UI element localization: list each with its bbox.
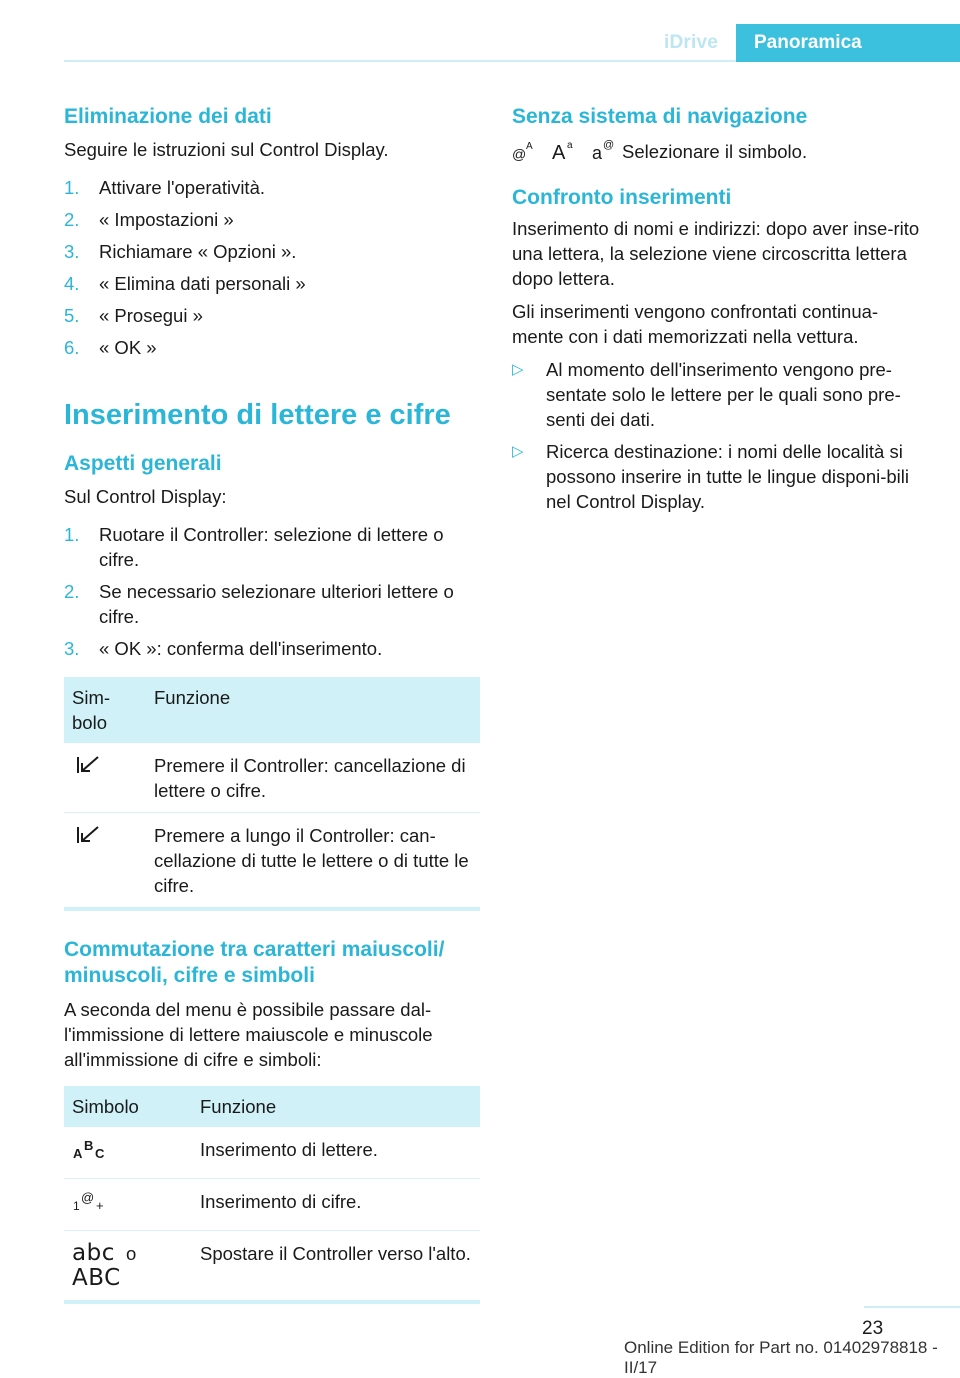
table-header-symbol: Simbolo bbox=[64, 1086, 192, 1127]
table-header-function: Funzione bbox=[146, 677, 480, 743]
page-number: 23 bbox=[862, 1318, 884, 1339]
list-item: 2. Se necessario selezionare ulteriori lettere o cifre. bbox=[64, 581, 454, 628]
table-row bbox=[64, 813, 480, 908]
uppercase-abc-icon bbox=[64, 1127, 192, 1179]
table-cell-function: Spostare il Controller verso l'alto. bbox=[200, 1243, 471, 1265]
lowercase-abc-label: abc bbox=[72, 1240, 115, 1267]
svg-text:@: @ bbox=[81, 1190, 95, 1206]
svg-text:@: @ bbox=[512, 145, 527, 162]
table-bottom-rule bbox=[64, 1300, 480, 1304]
header-chapter-tab bbox=[736, 24, 960, 62]
svg-text:C: C bbox=[95, 1146, 105, 1162]
delete-data-steps bbox=[64, 175, 480, 360]
general-aspects-intro: Sul Control Display: bbox=[64, 486, 227, 508]
compare-paragraph-2: Gli inserimenti vengono confrontati continua-mente con i dati memorizzati nella vettura. bbox=[512, 301, 879, 348]
table-row bbox=[64, 1231, 480, 1301]
delete-data-title: Eliminazione dei dati bbox=[64, 105, 272, 128]
at-uppercase-icon bbox=[512, 137, 538, 168]
header-chapter-label: Panoramica bbox=[754, 32, 862, 53]
table-row bbox=[64, 1127, 480, 1179]
list-item: 3. Richiamare « Opzioni ». bbox=[64, 241, 297, 263]
list-item: ▷ Al momento dell'inserimento vengono pre-sentate solo le lettere per le quali sono pre-senti dei dati. bbox=[512, 359, 901, 431]
table-cell-function: Premere il Controller: cancellazione di lettere o cifre. bbox=[146, 743, 480, 813]
table-row bbox=[64, 1179, 480, 1231]
list-item: ▷ Ricerca destinazione: i nomi delle località si possono inserire in tutte le lingue disponi-bili nel Control Display. bbox=[512, 441, 910, 513]
list-item: 5. « Prosegui » bbox=[64, 305, 203, 327]
svg-text:+: + bbox=[96, 1198, 104, 1214]
table-bottom-rule bbox=[64, 907, 480, 911]
edition-note: Online Edition for Part no. 01402978818 - II/17 bbox=[624, 1338, 938, 1377]
table-header-symbol: Sim-bolo bbox=[64, 677, 146, 743]
table-cell-function: Premere a lungo il Controller: can-cellazione di tutte le lettere o di tutte le cifre. bbox=[154, 825, 469, 897]
list-item: 1. Ruotare il Controller: selezione di lettere o cifre. bbox=[64, 524, 444, 571]
no-navigation-title: Senza sistema di navigazione bbox=[512, 105, 808, 128]
table-cell-function: Inserimento di cifre. bbox=[192, 1179, 480, 1231]
select-symbol-text: Selezionare il simbolo. bbox=[622, 141, 808, 163]
svg-text:a: a bbox=[567, 139, 573, 151]
triangle-bullet-icon: ▷ bbox=[512, 361, 524, 379]
nav-symbols-row bbox=[512, 137, 928, 167]
backspace-arrow-icon bbox=[64, 813, 146, 908]
switch-symbols-table bbox=[64, 1086, 480, 1300]
table-header-row bbox=[64, 677, 480, 743]
case-toggle-symbols bbox=[64, 1231, 192, 1301]
footer-rule bbox=[864, 1306, 960, 1308]
svg-text:a: a bbox=[592, 142, 603, 163]
svg-text:B: B bbox=[84, 1138, 94, 1154]
table-header-row bbox=[64, 1086, 480, 1127]
table-header-function: Funzione bbox=[192, 1086, 480, 1127]
header-section-label: iDrive bbox=[664, 32, 719, 53]
list-item: 3. « OK »: conferma dell'inserimento. bbox=[64, 638, 383, 660]
or-label: o bbox=[125, 1243, 137, 1265]
compare-paragraph-1: Inserimento di nomi e indirizzi: dopo aver inse-rito una lettera, la selezione viene circoscritta lettera dopo lettera. bbox=[512, 218, 920, 290]
left-column bbox=[64, 100, 480, 1304]
compare-bullets bbox=[512, 357, 928, 514]
list-item: 2. « Impostazioni » bbox=[64, 209, 234, 231]
delete-data-intro: Seguire le istruzioni sul Control Display. bbox=[64, 139, 389, 161]
backspace-arrow-icon bbox=[64, 743, 146, 813]
triangle-bullet-icon: ▷ bbox=[512, 443, 524, 461]
switch-case-intro: A seconda del menu è possibile passare dal-l'immissione di lettere maiuscole e minuscole all'immissione di cifre e simboli: bbox=[64, 999, 433, 1071]
table-row bbox=[64, 743, 480, 813]
lowercase-at-icon bbox=[592, 137, 618, 168]
delete-symbols-table bbox=[64, 677, 480, 907]
digits-symbols-icon bbox=[64, 1179, 192, 1231]
right-column bbox=[512, 100, 928, 521]
list-item: 6. « OK » bbox=[64, 337, 157, 359]
svg-text:A: A bbox=[526, 140, 533, 152]
svg-text:@: @ bbox=[603, 138, 615, 151]
uppercase-lowercase-icon bbox=[552, 137, 578, 168]
general-aspects-title: Aspetti generali bbox=[64, 451, 222, 475]
switch-case-title: Commutazione tra caratteri maiuscoli/ minuscoli, cifre e simboli bbox=[64, 938, 445, 988]
list-item: 1. Attivare l'operatività. bbox=[64, 177, 265, 199]
general-aspects-steps bbox=[64, 522, 480, 661]
compare-inputs-title: Confronto inserimenti bbox=[512, 186, 732, 210]
table-cell-function: Inserimento di lettere. bbox=[192, 1127, 480, 1179]
svg-text:A: A bbox=[73, 1146, 83, 1162]
svg-text:1: 1 bbox=[73, 1199, 80, 1214]
uppercase-abc-label: ABC bbox=[72, 1265, 121, 1292]
svg-text:A: A bbox=[552, 141, 566, 163]
list-item: 4. « Elimina dati personali » bbox=[64, 273, 306, 295]
input-section-title: Inserimento di lettere e cifre bbox=[64, 399, 451, 432]
